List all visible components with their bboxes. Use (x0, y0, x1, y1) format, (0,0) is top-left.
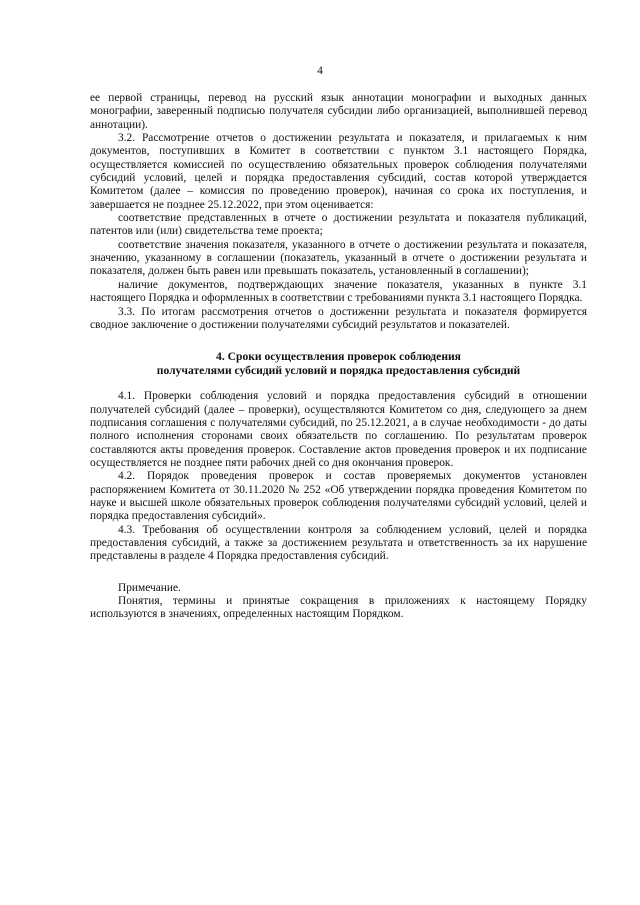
document-body (90, 92, 587, 622)
paragraph-3-3: 3.3. По итогам рассмотрения отчетов о достиженни результата и показателя формируется сводное заключение о достижении получателями субсидий результатов и показателей. (90, 305, 587, 331)
paragraph-4-3: 4.3. Требования об осуществлении контроля за соблюдением условий, целей и порядка предоставления субсидий, а также за достижением результата и ответственность за их нарушение представлены в разделе 4 Порядка предоставления субсидий. (90, 523, 587, 563)
paragraph-criterion-1: соответствие представленных в отчете о достижении результата и показателя публикаций, патентов или (или) свидетельства теме проекта; (90, 212, 587, 238)
paragraph-4-1: 4.1. Проверки соблюдения условий и порядка предоставления субсидий в отношении получателей субсидий (далее – проверки), осуществляются Комитетом со дня, следующего за днем подписания соглашения с получателями субсидий, по 25.12.2021, а в случае необходимости - до даты полного исполнения сторонами своих обязательств по соглашению. По результатам проверок составляются акты проведения проверок. Составление актов проведения проверок и их подписание осуществляется не позднее пяти рабочих дней со дня окончания проверок. (90, 390, 587, 469)
section-heading-line-1: 4. Сроки осуществления проверок соблюдения (216, 350, 461, 364)
paragraph-continuation: ее первой страницы, перевод на русский язык аннотации монографии и выходных данных монографии, заверенный подписью получателя субсидии либо организацией, выполнившей перевод аннотации). (90, 92, 587, 131)
note-title: Примечание. (118, 581, 181, 594)
page-number: 4 (317, 65, 323, 77)
paragraph-criterion-2: соответствие значения показателя, указанного в отчете о достижении результата и показателя, значению, указанному в соглашении (показатель, указанный в отчете о достижении результата и показателя, должен быть равен или превышать показатель, установленный в соглашении); (90, 238, 587, 278)
section-heading-line-2: получателями субсидий условий и порядка предоставления субсидий (156, 363, 521, 377)
note-text: Понятия, термины и принятые сокращения в приложениях к настоящему Порядку используются в значениях, определенных настоящим Порядком. (90, 595, 587, 621)
paragraph-4-2: 4.2. Порядок проведения проверок и состав проверяемых документов установлен распоряжением Комитета от 30.11.2020 № 252 «Об утверждении порядка проведения Комитетом по науке и высшей школе обязательных проверок соблюдения получателями субсидий условий, целей и порядка предоставления субсидий». (90, 470, 587, 523)
paragraph-3-2: 3.2. Рассмотрение отчетов о достижении результата и показателя, и прилагаемых к ним документов, поступивших в Комитет в соответствии с пунктом 3.1 настоящего Порядка, осуществляется комиссией по осуществлению обязательных проверок соблюдения получателями субсидий условий, целей и порядка предоставления субсидий, состав которой утверждается Комитетом (далее – комиссия по проведению проверок), начиная со срока их поступления, и завершается не позднее 25.12.2022, при этом оценивается: (90, 132, 587, 211)
paragraph-criterion-3: наличие документов, подтверждающих значение показателя, указанных в пункте 3.1 настоящего Порядка и оформленных в соответствии с требованиями пункта 3.1 настоящего Порядка. (90, 278, 587, 305)
